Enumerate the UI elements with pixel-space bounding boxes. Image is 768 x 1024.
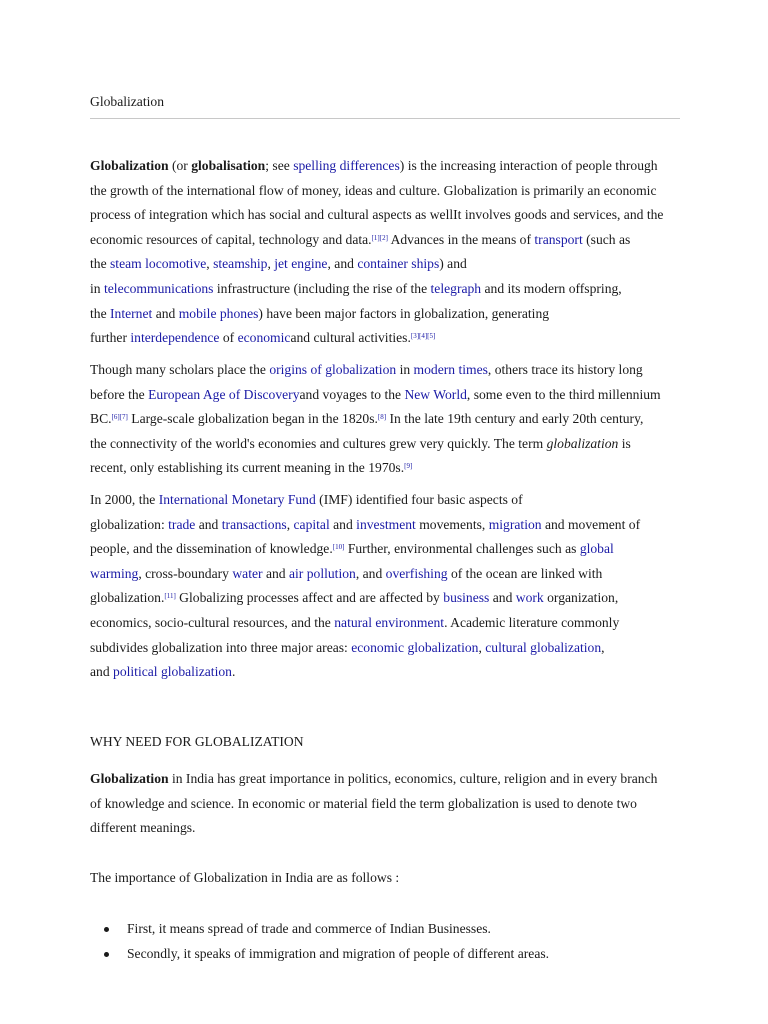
text-run: ) and: [439, 256, 467, 272]
link-economic[interactable]: economic: [237, 330, 291, 346]
text-line: The importance of Globalization in India are as follows :: [90, 870, 400, 885]
text-line: [90, 228, 680, 253]
text-run: organization,: [543, 590, 619, 606]
text-run: movements,: [415, 516, 489, 532]
document-title: Globalization: [90, 94, 164, 109]
text-run: of: [219, 330, 238, 346]
text-line: of knowledge and science. In economic or material field the term globalization is used to denote two: [90, 795, 637, 811]
link-water[interactable]: water: [232, 565, 263, 581]
citation-link[interactable]: [1][2]: [371, 233, 388, 242]
text-run: and its modern offspring,: [481, 280, 622, 296]
text-line: different meanings.: [90, 820, 196, 836]
text-run: and: [489, 590, 516, 606]
link-modern-times[interactable]: modern times: [413, 362, 488, 377]
text-run: and: [152, 305, 179, 321]
text-run: in: [90, 280, 104, 296]
link-spelling-differences[interactable]: spelling differences: [293, 158, 400, 173]
text-line: [90, 488, 680, 513]
text-line: [90, 154, 680, 179]
text-run: and: [195, 516, 222, 532]
paragraph-intro: [90, 154, 680, 351]
text-run: and cultural activities.: [290, 330, 411, 346]
text-line: [90, 636, 680, 661]
bold-term: globalisation: [191, 158, 266, 173]
text-line: [90, 383, 680, 408]
link-economic-globalization[interactable]: economic globalization: [351, 639, 479, 655]
title-divider: [90, 118, 680, 119]
link-internet[interactable]: Internet: [110, 305, 153, 321]
text-run: in India has great importance in politics, economics, culture, religion and in every branch: [168, 771, 658, 786]
bold-term: Globalization: [90, 158, 169, 173]
link-international-monetary-fund[interactable]: International Monetary Fund: [158, 492, 316, 507]
text-line: [90, 562, 680, 587]
text-run: ) is the increasing interaction of people through: [399, 158, 658, 173]
text-line: [90, 326, 680, 351]
text-run: and movement of: [541, 516, 641, 532]
text-run: ) have been major factors in globalization, generating: [258, 305, 550, 321]
link-global-warming[interactable]: global: [579, 541, 614, 557]
text-line: [90, 586, 680, 611]
text-run: (or: [168, 158, 192, 173]
text-run: infrastructure (including the rise of the: [213, 280, 431, 296]
link-european-age-of-discovery[interactable]: European Age of Discovery: [148, 386, 300, 402]
text-line: [90, 432, 680, 457]
citation-link[interactable]: [8]: [377, 413, 387, 422]
link-mobile-phones[interactable]: mobile phones: [178, 305, 259, 321]
text-line: [90, 537, 680, 562]
link-work[interactable]: work: [515, 590, 544, 606]
text-line: [90, 767, 680, 792]
text-run: ,: [601, 639, 605, 655]
text-run: before the: [90, 386, 149, 402]
text-run: recent, only establishing its current meaning in the 1970s.: [90, 460, 405, 476]
citation-link[interactable]: [6][7]: [111, 413, 128, 422]
bullet-icon: [104, 927, 109, 932]
text-run: ; see: [265, 158, 294, 173]
list-item: [90, 942, 549, 967]
text-run: Large-scale globalization began in the 1820s.: [127, 411, 378, 427]
text-run: further: [90, 330, 131, 346]
text-line: [90, 277, 680, 302]
text-line: [90, 252, 680, 277]
text-run: . Academic literature commonly: [444, 614, 620, 630]
link-capital[interactable]: capital: [293, 516, 330, 532]
text-run: globalization:: [90, 516, 169, 532]
link-cultural-globalization[interactable]: cultural globalization: [485, 639, 602, 655]
link-transactions[interactable]: transactions: [221, 516, 287, 532]
text-run: , and: [327, 256, 358, 272]
text-run: ,: [286, 516, 294, 532]
bold-term: Globalization: [90, 771, 169, 786]
text-run: the: [90, 256, 111, 272]
text-run: In 2000, the: [90, 492, 159, 507]
link-trade[interactable]: trade: [168, 516, 196, 532]
text-run: ,: [206, 256, 214, 272]
link-steam-locomotive[interactable]: steam locomotive: [110, 256, 207, 272]
text-run: and: [262, 565, 289, 581]
text-line: [90, 302, 680, 327]
text-line: process of integration which has social and cultural aspects as wellIt involves goods and services, and the: [90, 207, 664, 223]
paragraph-history: [90, 358, 680, 481]
paragraph-india-importance: [90, 767, 680, 841]
bullet-list: [90, 917, 549, 966]
text-run: , and: [355, 565, 386, 581]
citation-link[interactable]: [3][4][5]: [410, 332, 436, 341]
text-run: and voyages to the: [299, 386, 405, 402]
text-run: Advances in the means of: [387, 231, 535, 247]
text-run: people, and the dissemination of knowledge.: [90, 541, 333, 557]
text-run: and: [329, 516, 357, 532]
text-run: , cross-boundary: [138, 565, 233, 581]
text-run: Further, environmental challenges such as: [344, 541, 580, 557]
italic-term: globalization: [546, 435, 619, 451]
link-interdependence[interactable]: interdependence: [130, 330, 220, 346]
text-run: the connectivity of the world's economies and cultures grew very quickly. The term: [90, 435, 547, 451]
bullet-icon: [104, 952, 109, 957]
text-run: Though many scholars place the: [90, 362, 270, 377]
paragraph-list-intro: [90, 866, 680, 891]
text-run: the: [90, 305, 111, 321]
text-line: [90, 358, 680, 383]
text-run: , others trace its history long: [487, 362, 643, 377]
text-run: globalization.: [90, 590, 165, 606]
link-telecommunications[interactable]: telecommunications: [103, 280, 214, 296]
citation-link[interactable]: [9]: [404, 462, 413, 471]
section-heading: WHY NEED FOR GLOBALIZATION: [90, 734, 304, 749]
text-line: [90, 407, 680, 432]
paragraph-imf-aspects: [90, 488, 680, 685]
text-run: .: [231, 664, 236, 680]
link-telegraph[interactable]: telegraph: [430, 280, 482, 296]
link-business[interactable]: business: [443, 590, 490, 606]
text-line: [90, 660, 680, 685]
list-item-text: Secondly, it speaks of immigration and migration of people of different areas.: [127, 945, 550, 961]
text-run: BC.: [90, 411, 112, 427]
text-run: , some even to the third millennium: [466, 386, 661, 402]
list-item: [90, 917, 549, 942]
text-run: and: [90, 664, 114, 680]
text-line: [90, 456, 680, 481]
text-line: the growth of the international flow of money, ideas and culture. Globalization is primarily an economic: [90, 182, 657, 198]
text-run: in: [396, 362, 414, 377]
link-steamship[interactable]: steamship: [213, 256, 268, 272]
link-investment[interactable]: investment: [356, 516, 416, 532]
text-run: ,: [478, 639, 486, 655]
text-run: (IMF) identified four basic aspects of: [315, 492, 523, 507]
citation-link[interactable]: [10]: [332, 543, 345, 552]
text-run: of the ocean are linked with: [447, 565, 603, 581]
link-overfishing[interactable]: overfishing: [385, 565, 448, 581]
link-origins-of-globalization[interactable]: origins of globalization: [269, 362, 397, 377]
text-line: [90, 513, 680, 538]
text-run: In the late 19th century and early 20th century,: [386, 411, 644, 427]
citation-link[interactable]: [11]: [164, 592, 176, 601]
text-run: ,: [267, 256, 275, 272]
link-natural-environment[interactable]: natural environment: [334, 614, 445, 630]
text-run: economics, socio-cultural resources, and the: [90, 614, 335, 630]
link-jet-engine[interactable]: jet engine: [274, 256, 328, 272]
text-run: (such as: [582, 231, 631, 247]
list-item-text: First, it means spread of trade and commerce of Indian Businesses.: [127, 921, 491, 936]
text-run: economic resources of capital, technology and data.: [90, 231, 372, 247]
link-new-world[interactable]: New World: [404, 386, 467, 402]
link-transport[interactable]: transport: [534, 231, 583, 247]
text-run: is: [618, 435, 631, 451]
link-air-pollution[interactable]: air pollution: [288, 565, 356, 581]
link-container-ships[interactable]: container ships: [357, 256, 440, 272]
text-line: [90, 611, 680, 636]
link-migration[interactable]: migration: [488, 516, 542, 532]
link-global-warming[interactable]: warming: [90, 565, 139, 581]
link-political-globalization[interactable]: political globalization: [113, 664, 232, 680]
text-run: Globalizing processes affect and are affected by: [175, 590, 444, 606]
text-run: subdivides globalization into three major areas:: [90, 639, 352, 655]
